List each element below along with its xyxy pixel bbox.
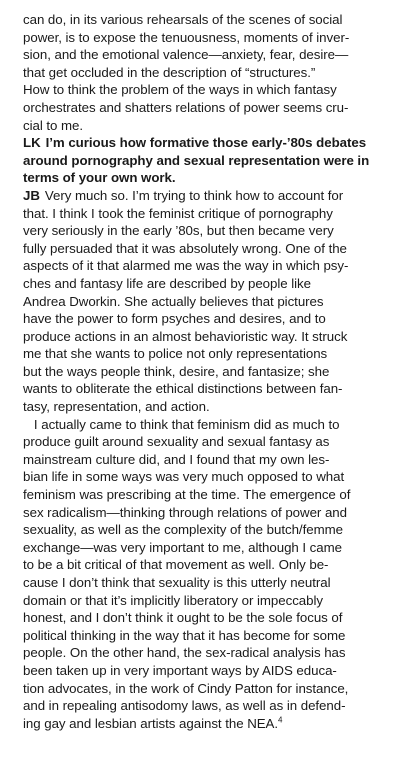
text-line: honest, and I don’t think it ought to be the sole focus of [23,610,343,626]
text-line: terms of your own work. [23,170,176,186]
text-line: have the power to form psyches and desires, and to [23,311,326,327]
text-line: cial to me. [23,117,84,133]
text-line: bian life in some ways was very much opposed to what [23,469,345,485]
interview-question [23,134,401,187]
text-line: wants to obliterate the ethical distinctions between fan- [23,381,343,397]
text-line: I actually came to think that feminism did as much to [23,416,340,432]
text-line: to be a bit critical of that movement as well. Only be- [23,557,329,573]
text-line: that get occluded in the description of “structures.” [23,64,316,80]
text-line: produce actions in an almost behavioristic way. It struck [23,328,348,344]
last-line-text: ing gay and lesbian artists against the NEA. [23,715,279,731]
text-line: tasy, representation, and action. [23,399,210,415]
text-line: can do, in its various rehearsals of the scenes of social [23,12,343,27]
speaker-initials: LK [23,135,41,151]
text-line: aspects of it that alarmed me was the way in which psy- [23,258,349,274]
text-line: ches and fantasy life are described by people like [23,275,311,291]
text-line: people. On the other hand, the sex-radical analysis has [23,645,346,661]
answer-text: Very much so. I’m trying to think how to account for [44,187,344,203]
text-line: around pornography and sexual representation were in [23,152,370,168]
text-line: very seriously in the early ’80s, but then became very [23,223,334,239]
text-line [23,134,401,152]
paragraph-intro [23,11,401,134]
text-line: produce guilt around sexuality and sexual fantasy as [23,434,330,450]
text-line: mainstream culture did, and I found that my own les- [23,451,330,467]
text-line: tion advocates, in the work of Cindy Patton for instance, [23,680,349,696]
footnote-marker[interactable]: 4 [278,715,283,725]
text-line: feminism was prescribing at the time. The emergence of [23,487,351,503]
text-line: sex radicalism—thinking through relations of power and [23,504,347,520]
interview-answer [23,187,401,732]
question-text: I’m curious how formative those early-’80s debates [45,135,367,151]
speaker-initials: JB [23,187,40,203]
text-line: domain or that it’s implicitly liberatory or impeccably [23,592,323,608]
text-line: fully persuaded that it was absolutely wrong. One of the [23,240,347,256]
text-line: Andrea Dworkin. She actually believes that pictures [23,293,324,309]
text-line: me that she wants to police not only representations [23,346,328,362]
text-line: orchestrates and shatters relations of power seems cru- [23,99,349,115]
text-line: exchange—was very important to me, although I came [23,539,343,555]
text-line: political thinking in the way that it has become for some [23,627,346,643]
text-line [23,187,401,205]
text-line [23,715,401,733]
text-line: power, is to expose the tenuousness, moments of inver- [23,29,350,45]
text-column [23,11,401,732]
text-line: that. I think I took the feminist critique of pornography [23,205,333,221]
text-line: cause I don’t think that sexuality is this utterly neutral [23,575,331,590]
text-line: sion, and the emotional valence—anxiety, fear, desire— [23,47,349,63]
text-line: been taken up in very important ways by AIDS educa- [23,662,337,678]
text-line: and in repealing antisodomy laws, as well as in defend- [23,698,346,714]
text-line: sexuality, as well as the complexity of the butch/femme [23,522,343,538]
text-line: but the ways people think, desire, and fantasize; she [23,363,330,379]
text-line: How to think the problem of the ways in which fantasy [23,82,337,98]
